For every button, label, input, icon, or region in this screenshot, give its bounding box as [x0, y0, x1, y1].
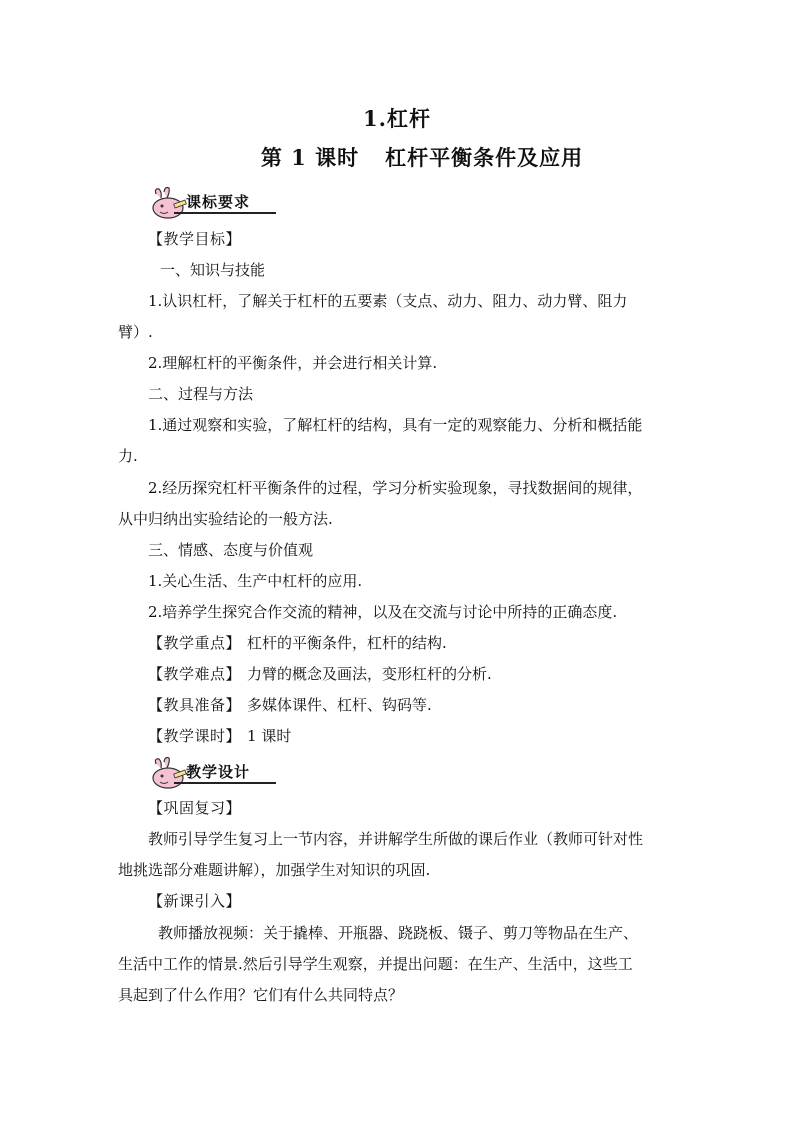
teaching-tools: [148, 694, 432, 716]
objectives-label: 【教学目标】: [148, 230, 242, 248]
emotion-item-1: 1.关心生活、生产中杠杆的应用.: [148, 572, 363, 590]
review-label: 【巩固复习】: [148, 799, 242, 817]
intro-line-2: 生活中工作的情景.然后引导学生观察，并提出问题：在生产、生活中，这些工: [118, 955, 633, 973]
difficult-points-label: 【教学难点】: [148, 665, 242, 683]
key-points-text: 杠杆的平衡条件，杠杆的结构.: [247, 634, 447, 652]
knowledge-item-2: 2.理解杠杆的平衡条件，并会进行相关计算.: [148, 354, 438, 372]
emotion-item-2: 2.培养学生探究合作交流的精神，以及在交流与讨论中所持的正确态度.: [148, 603, 618, 621]
intro-line-3: 具起到了什么作用？它们有什么共同特点？: [118, 986, 404, 1004]
knowledge-item-1-line-1: 1.认识杠杆，了解关于杠杆的五要素（支点、动力、阻力、动力臂、阻力: [148, 292, 628, 310]
intro-label: 【新课引入】: [148, 892, 242, 910]
teaching-hours-label: 【教学课时】: [148, 727, 242, 745]
teaching-hours: [148, 725, 291, 747]
teaching-hours-text: 1 课时: [247, 727, 292, 745]
key-points: [148, 632, 447, 654]
lesson-topic: 杠杆平衡条件及应用: [385, 145, 584, 170]
page-title: 1.杠杆: [363, 106, 431, 131]
section-badge-design: [146, 756, 276, 790]
teaching-tools-label: 【教具准备】: [148, 696, 242, 714]
intro-line-1: 教师播放视频：关于撬棒、开瓶器、跷跷板、镊子、剪刀等物品在生产、: [158, 924, 639, 942]
lesson-subtitle: [0, 143, 794, 173]
badge-underline: [174, 212, 276, 214]
lesson-number: 第 1 课时: [260, 145, 360, 170]
section-badge-curriculum: [146, 186, 276, 220]
pencil-bunny-icon: [146, 186, 190, 220]
process-item-2-line-2: 从中归纳出实验结论的一般方法.: [118, 510, 333, 528]
process-item-2-line-1: 2.经历探究杠杆平衡条件的过程，学习分析实验现象，寻找数据间的规律，: [148, 479, 643, 497]
badge-underline: [174, 782, 276, 784]
pencil-bunny-icon: [146, 756, 190, 790]
review-line-2: 地挑选部分难题讲解），加强学生对知识的巩固.: [118, 861, 431, 879]
difficult-points-text: 力臂的概念及画法，变形杠杆的分析.: [247, 665, 492, 683]
process-heading: 二、过程与方法: [148, 385, 254, 403]
key-points-label: 【教学重点】: [148, 634, 242, 652]
difficult-points: [148, 663, 492, 685]
knowledge-heading: 一、知识与技能: [160, 261, 266, 279]
badge-label: 教学设计: [186, 763, 251, 781]
badge-label: 课标要求: [186, 193, 251, 211]
process-item-1-line-1: 1.通过观察和实验，了解杠杆的结构，具有一定的观察能力、分析和概括能: [148, 416, 643, 434]
review-line-1: 教师引导学生复习上一节内容，并讲解学生所做的课后作业（教师可针对性: [148, 830, 644, 848]
teaching-tools-text: 多媒体课件、杠杆、钩码等.: [247, 696, 432, 714]
emotion-heading: 三、情感、态度与价值观: [148, 541, 314, 559]
knowledge-item-1-line-2: 臂）.: [118, 323, 153, 341]
process-item-1-line-2: 力.: [118, 447, 138, 465]
